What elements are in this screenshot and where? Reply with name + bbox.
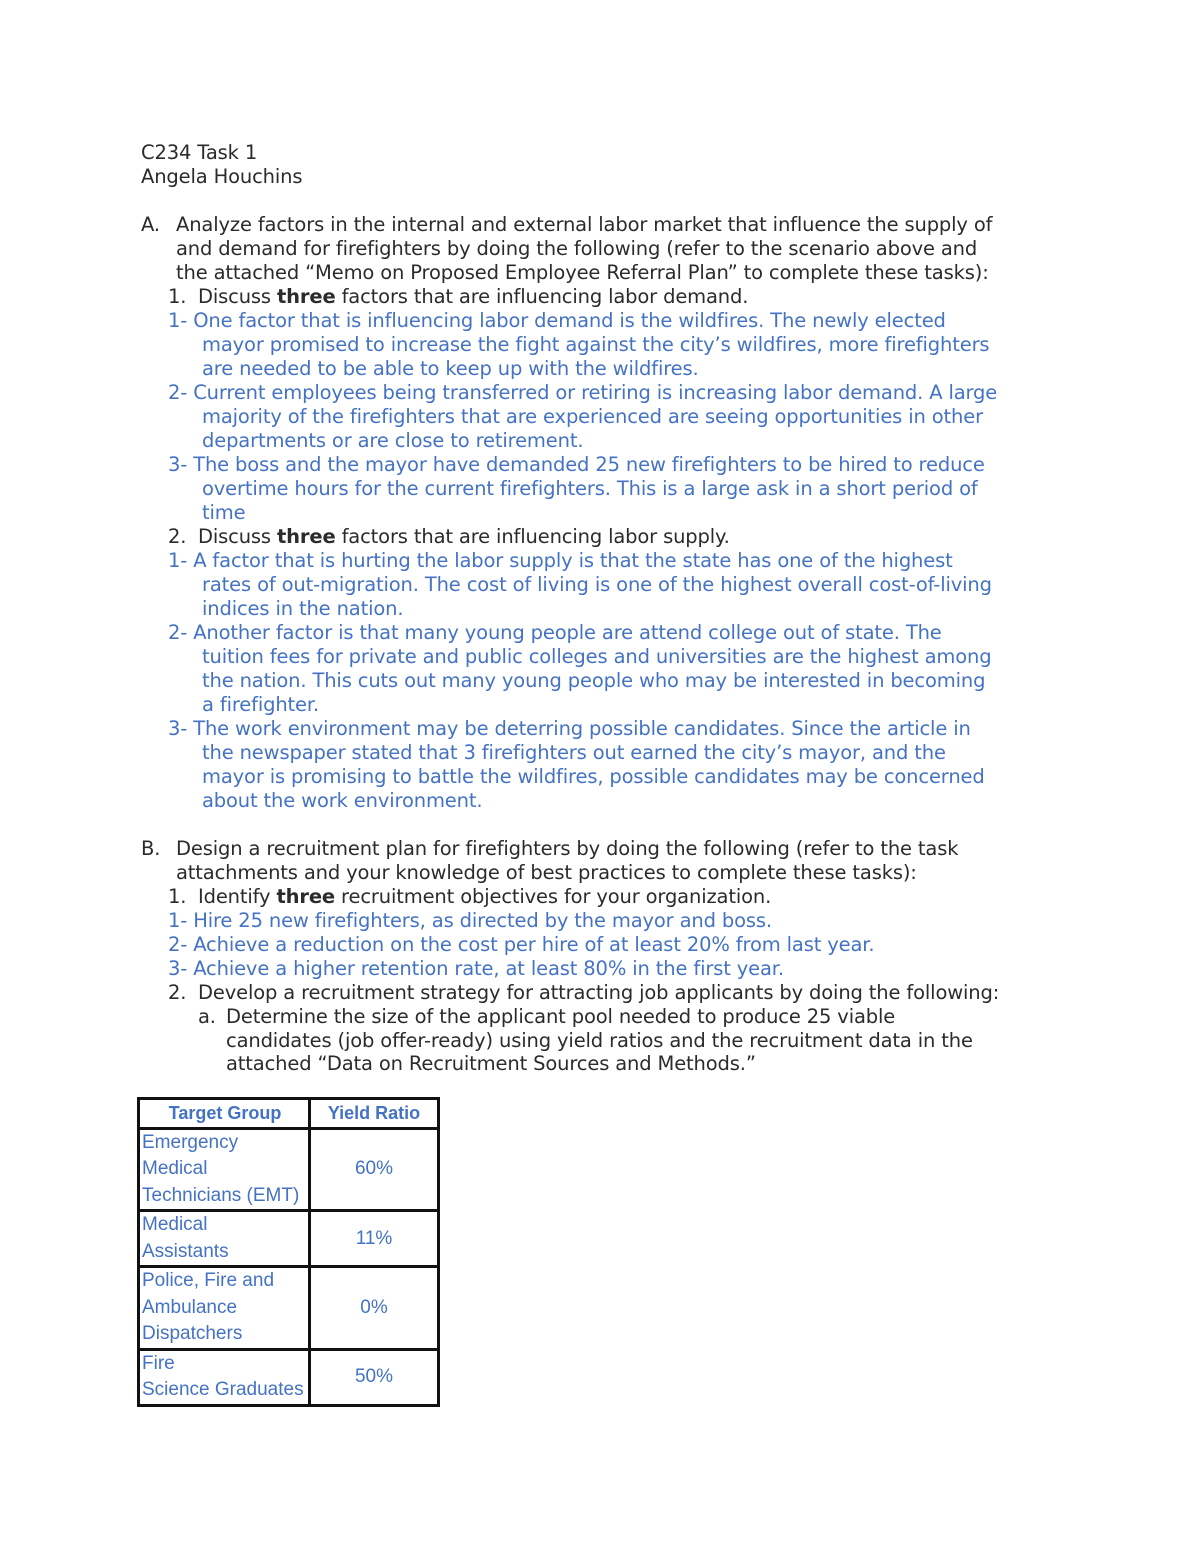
- answer-line: time: [202, 501, 246, 524]
- question-emphasis: three: [277, 525, 336, 548]
- question-text: recruitment objectives for your organization.: [335, 885, 772, 908]
- answer-line: are needed to be able to keep up with the wildfires.: [202, 357, 699, 380]
- answer-line: departments or are close to retirement.: [202, 429, 584, 452]
- question-text: Determine the size of the applicant pool needed to produce 25 viable: [226, 1005, 896, 1028]
- answer-line: 2- Another factor is that many young people are attend college out of state. The: [168, 621, 942, 644]
- answer-line: 3- Achieve a higher retention rate, at least 80% in the first year.: [168, 957, 784, 980]
- question-a1: [141, 285, 1081, 309]
- yield-ratio-table: [137, 1097, 440, 1407]
- answer-line: about the work environment.: [202, 789, 483, 812]
- question-b1: [141, 885, 1081, 909]
- question-text: attached “Data on Recruitment Sources and Methods.”: [226, 1052, 756, 1075]
- supply-answers: [141, 549, 1081, 813]
- cell-line: Medical: [142, 1158, 208, 1179]
- answer-line: 3- The work environment may be deterring possible candidates. Since the article in: [168, 717, 971, 740]
- question-number: 1.: [168, 285, 187, 308]
- table-row: [139, 1211, 439, 1267]
- section-b: [141, 837, 1081, 1075]
- target-group-cell: [139, 1211, 310, 1267]
- target-group-cell: [139, 1128, 310, 1211]
- table-row: [139, 1267, 439, 1350]
- question-emphasis: three: [277, 285, 336, 308]
- cell-line: Fire: [142, 1352, 175, 1374]
- course-title: C234 Task 1: [141, 141, 258, 164]
- question-b2a: [141, 1005, 1081, 1029]
- cell-line: Science Graduates: [142, 1379, 304, 1400]
- question-letter: a.: [198, 1005, 216, 1028]
- answer-line: 1- Hire 25 new firefighters, as directed by the mayor and boss.: [168, 909, 772, 932]
- answer-line: overtime hours for the current firefighters. This is a large ask in a short period of: [202, 477, 978, 500]
- question-text: factors that are influencing labor demand.: [335, 285, 749, 308]
- cell-line: Assistants: [142, 1240, 229, 1262]
- answer-line: 1- One factor that is influencing labor demand is the wildfires. The newly elected: [168, 309, 946, 332]
- cell-line: Medical: [142, 1214, 208, 1235]
- answer-line: 3- The boss and the mayor have demanded 25 new firefighters to be hired to reduce: [168, 453, 985, 476]
- yield-ratio-cell: 11%: [310, 1211, 439, 1267]
- target-group-cell: [139, 1267, 310, 1350]
- question-number: 2.: [168, 981, 187, 1004]
- section-b-marker: B.: [141, 837, 161, 860]
- answer-line: the nation. This cuts out many young people who may be interested in becoming: [202, 669, 986, 692]
- answer-line: tuition fees for private and public colleges and universities are the highest among: [202, 645, 992, 668]
- question-a2: [141, 525, 1081, 549]
- cell-line: Police, Fire and: [142, 1270, 275, 1291]
- table-row: [139, 1128, 439, 1211]
- objective-answers: [141, 909, 1081, 981]
- table-row: [139, 1349, 439, 1405]
- answer-line: mayor promised to increase the fight against the city’s wildfires, more firefighters: [202, 333, 990, 356]
- question-number: 2.: [168, 525, 187, 548]
- yield-ratio-cell: 50%: [310, 1349, 439, 1405]
- cell-line: Ambulance: [142, 1296, 238, 1318]
- section-a-prompt-line: and demand for firefighters by doing the following (refer to the scenario above and: [176, 237, 978, 260]
- answer-line: 2- Current employees being transferred or retiring is increasing labor demand. A large: [168, 381, 998, 404]
- cell-line: Dispatchers: [142, 1323, 243, 1344]
- answer-line: the newspaper stated that 3 firefighters out earned the city’s mayor, and the: [202, 741, 946, 764]
- answer-line: rates of out-migration. The cost of living is one of the highest overall cost-of-living: [202, 573, 992, 596]
- question-text: Discuss: [198, 285, 277, 308]
- question-number: 1.: [168, 885, 187, 908]
- answer-line: 1- A factor that is hurting the labor supply is that the state has one of the highest: [168, 549, 953, 572]
- cell-line: Emergency: [142, 1131, 239, 1153]
- section-a-prompt-line: the attached “Memo on Proposed Employee Referral Plan” to complete these tasks):: [176, 261, 989, 284]
- column-header-yield-ratio: Yield Ratio: [310, 1099, 439, 1129]
- question-text: Discuss: [198, 525, 277, 548]
- cell-line: Technicians (EMT): [142, 1184, 300, 1206]
- answer-line: mayor is promising to battle the wildfires, possible candidates may be concerned: [202, 765, 985, 788]
- answer-line: 2- Achieve a reduction on the cost per hire of at least 20% from last year.: [168, 933, 875, 956]
- column-header-target-group: Target Group: [139, 1099, 310, 1129]
- section-a: [141, 213, 1081, 813]
- answer-line: indices in the nation.: [202, 597, 404, 620]
- question-b2: [141, 981, 1081, 1005]
- target-group-cell: [139, 1349, 310, 1405]
- table-header-row: [139, 1099, 439, 1129]
- section-b-prompt-line: attachments and your knowledge of best practices to complete these tasks):: [176, 861, 917, 884]
- question-text: Identify: [198, 885, 277, 908]
- question-text: candidates (job offer-ready) using yield ratios and the recruitment data in the: [226, 1029, 973, 1052]
- document-body: [141, 141, 1081, 1075]
- section-a-prompt-line: Analyze factors in the internal and external labor market that influence the supply of: [176, 213, 993, 236]
- question-text: factors that are influencing labor supply.: [335, 525, 730, 548]
- section-a-marker: A.: [141, 213, 160, 236]
- yield-ratio-cell: 0%: [310, 1267, 439, 1350]
- author-name: Angela Houchins: [141, 165, 303, 188]
- section-b-prompt-line: Design a recruitment plan for firefighters by doing the following (refer to the task: [176, 837, 959, 860]
- answer-line: majority of the firefighters that are experienced are seeing opportunities in other: [202, 405, 983, 428]
- question-text: Develop a recruitment strategy for attracting job applicants by doing the following:: [198, 981, 1000, 1004]
- demand-answers: [141, 309, 1081, 525]
- question-emphasis: three: [276, 885, 335, 908]
- answer-line: a firefighter.: [202, 693, 320, 716]
- yield-ratio-cell: 60%: [310, 1128, 439, 1211]
